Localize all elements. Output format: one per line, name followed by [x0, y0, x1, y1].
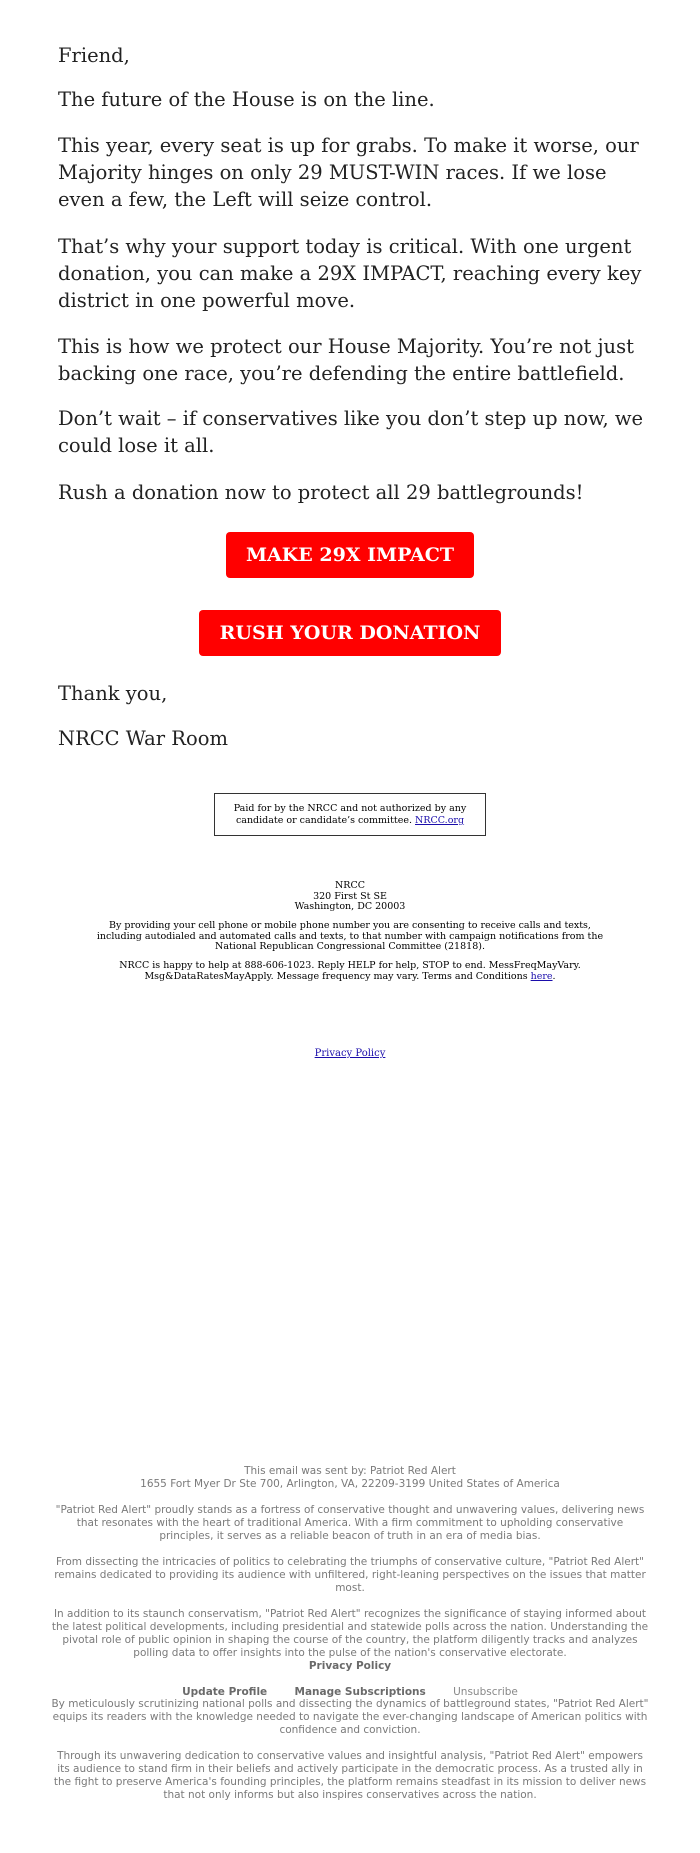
paragraph-1: The future of the House is on the line.	[58, 88, 435, 111]
footer-paragraph-4: By meticulously scrutinizing national polls and dissecting the dynamics of battleground states, "Patriot Red Alert" equips its readers with the knowledge needed to navigate the ever-changing landscape of American politics with confidence and conviction.	[51, 1698, 649, 1736]
rush-donation-button[interactable]: RUSH YOUR DONATION	[199, 610, 501, 656]
greeting: Friend,	[58, 44, 130, 67]
nrcc-link[interactable]: NRCC.org	[415, 815, 465, 826]
privacy-policy-area	[0, 1048, 700, 1059]
sms-consent-text: By providing your cell phone or mobile phone number you are consenting to receive calls and texts, including autodialed and automated calls and texts, to that number with campaign notifications from the National Republican Congressional Committee (21818).	[96, 920, 604, 952]
paragraph-6: Rush a donation now to protect all 29 battlegrounds!	[58, 481, 584, 504]
manage-subscriptions-link[interactable]: Manage Subscriptions	[294, 1686, 426, 1698]
terms-here-link[interactable]: here	[530, 970, 553, 982]
org-street: 320 First St SE	[313, 890, 387, 902]
footer-paragraph-3-text: In addition to its staunch conservatism, "Patriot Red Alert" recognizes the significance of staying informed about the latest political developments, including presidential and statewide polls across the nation. Understanding the pivotal role of public opinion in shaping the course of the country, the platform diligently tracks and analyzes polling data to offer insights into the pulse of the nation's conservative electorate.	[51, 1608, 649, 1659]
footer-paragraph-5: Through its unwavering dedication to conservative values and insightful analysis, "Patriot Red Alert" empowers its audience to stand firm in their beliefs and actively participate in the democratic process. As a trusted ally in the fight to preserve America's founding principles, the platform remains steadfast in its mission to deliver news that not only informs but also inspires conservatives across the nation.	[53, 1750, 647, 1801]
sender-address: 1655 Fort Myer Dr Ste 700, Arlington, VA, 22209-3199 United States of America	[140, 1478, 560, 1490]
paid-for-disclaimer	[214, 793, 486, 836]
signature: NRCC War Room	[58, 727, 228, 750]
footer-paragraph-1: "Patriot Red Alert" proudly stands as a fortress of conservative thought and unwavering values, delivering news that resonates with the heart of traditional America. With a firm commitment to upholding conservative principles, it serves as a reliable beacon of truth in an era of media bias.	[55, 1504, 645, 1542]
sms-help-text: NRCC is happy to help at 888-606-1023. Reply HELP for help, STOP to end. MessFreqMayVary. Msg&DataRatesMayApply. Message frequency may vary. Terms and Conditions here.	[119, 960, 581, 982]
footer-privacy-link[interactable]: Privacy Policy	[308, 1660, 392, 1672]
paragraph-4: This is how we protect our House Majority. You’re not just backing one race, you’re defending the entire battlefield.	[58, 335, 634, 385]
org-address	[90, 881, 610, 913]
closing: Thank you,	[58, 682, 168, 705]
org-name: NRCC	[334, 880, 365, 891]
help-text: NRCC is happy to help at 888-606-1023. Reply HELP for help, STOP to end. MessFreqMayVary. Msg&DataRatesMayApply. Message frequency may vary. Terms and Conditions	[119, 960, 581, 982]
org-city: Washington, DC 20003	[294, 901, 406, 912]
footer-paragraph-3	[50, 1608, 650, 1673]
make-impact-button[interactable]: MAKE 29X IMPACT	[226, 532, 474, 578]
paragraph-3: That’s why your support today is critical. With one urgent donation, you can make a 29X IMPACT, reaching every key district in one powerful move.	[58, 235, 642, 312]
sent-by-text: This email was sent by: Patriot Red Alert	[244, 1465, 456, 1477]
footer-sender	[50, 1465, 650, 1491]
unsubscribe-link[interactable]: Unsubscribe	[453, 1686, 518, 1698]
disclaimer-text: Paid for by the NRCC and not authorized by any candidate or candidate’s committee.	[233, 803, 467, 826]
privacy-policy-link[interactable]: Privacy Policy	[314, 1048, 386, 1059]
footer-paragraph-2: From dissecting the intricacies of politics to celebrating the triumphs of conservative culture, "Patriot Red Alert" remains dedicated to providing its audience with unfiltered, right-leaning perspectives on the issues that matter most.	[54, 1556, 646, 1594]
paragraph-5: Don’t wait – if conservatives like you don’t step up now, we could lose it all.	[58, 407, 644, 457]
update-profile-link[interactable]: Update Profile	[182, 1686, 268, 1698]
paragraph-2: This year, every seat is up for grabs. To make it worse, our Majority hinges on only 29 MUST-WIN races. If we lose even a few, the Left will seize control.	[58, 134, 639, 211]
